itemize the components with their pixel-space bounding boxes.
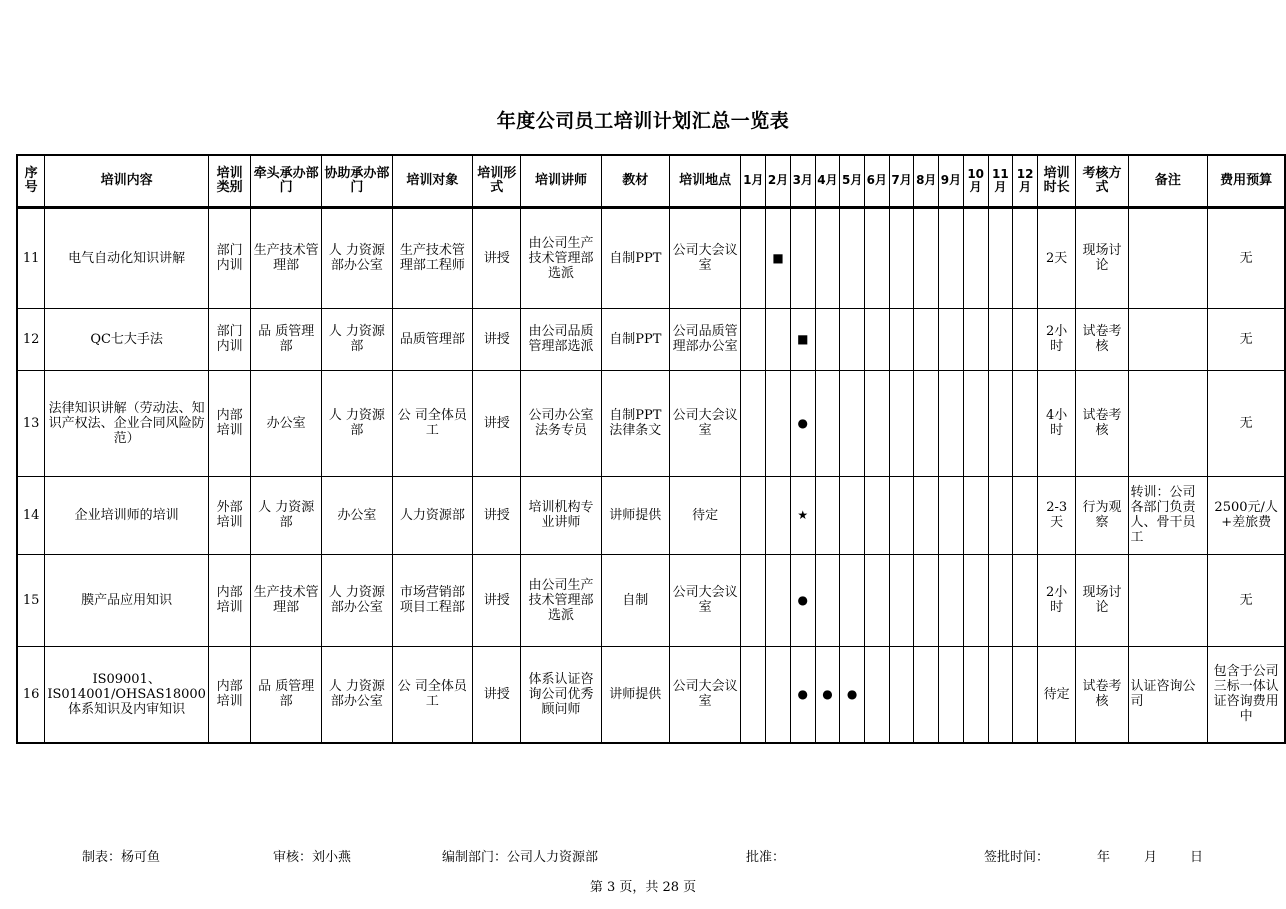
cell-lead-dept: 品 质管理部 xyxy=(251,308,322,370)
cell-form: 讲授 xyxy=(473,370,521,476)
header-lead-dept: 牵头承办部门 xyxy=(251,155,322,207)
cell-month-2 xyxy=(766,370,791,476)
header-remark: 备注 xyxy=(1128,155,1208,207)
header-month-3: 3月 xyxy=(790,155,815,207)
cell-month-11 xyxy=(988,370,1013,476)
header-month-10: 10月 xyxy=(963,155,988,207)
cell-remark xyxy=(1128,554,1208,646)
cell-month-5: ● xyxy=(840,646,865,743)
cell-month-4: ● xyxy=(815,646,840,743)
cell-month-4 xyxy=(815,207,840,308)
cell-month-8 xyxy=(914,370,939,476)
cell-month-7 xyxy=(889,370,914,476)
cell-month-9 xyxy=(939,646,964,743)
cell-duration: 2-3天 xyxy=(1037,476,1075,554)
cell-content: 电气自动化知识讲解 xyxy=(45,207,209,308)
cell-form: 讲授 xyxy=(473,207,521,308)
cell-month-7 xyxy=(889,476,914,554)
cell-month-5 xyxy=(840,554,865,646)
cell-month-5 xyxy=(840,370,865,476)
footer-reviewer: 审核：刘小燕 xyxy=(273,850,352,865)
cell-month-2 xyxy=(766,554,791,646)
header-category: 培训类别 xyxy=(208,155,250,207)
cell-target: 市场营销部项目工程部 xyxy=(392,554,472,646)
cell-month-4 xyxy=(815,370,840,476)
cell-month-5 xyxy=(840,308,865,370)
cell-month-8 xyxy=(914,207,939,308)
cell-month-4 xyxy=(815,554,840,646)
cell-month-3: ■ xyxy=(790,308,815,370)
footer-year: 年 xyxy=(1097,850,1111,865)
cell-month-7 xyxy=(889,646,914,743)
cell-month-10 xyxy=(963,370,988,476)
cell-assist-dept: 人 力资源部 xyxy=(321,370,392,476)
cell-month-11 xyxy=(988,207,1013,308)
cell-month-2 xyxy=(766,476,791,554)
table-row xyxy=(17,207,1285,308)
cell-month-1 xyxy=(741,207,766,308)
cell-month-3: ★ xyxy=(790,476,815,554)
cell-location: 公司品质管理部办公室 xyxy=(669,308,741,370)
cell-month-12 xyxy=(1013,476,1038,554)
header-month-1: 1月 xyxy=(741,155,766,207)
cell-target: 生产技术管理部工程师 xyxy=(392,207,472,308)
cell-month-5 xyxy=(840,476,865,554)
cell-month-4 xyxy=(815,476,840,554)
cell-lead-dept: 生产技术管理部 xyxy=(251,554,322,646)
cell-budget: 无 xyxy=(1208,370,1285,476)
cell-duration: 待定 xyxy=(1037,646,1075,743)
cell-month-1 xyxy=(741,476,766,554)
cell-seq: 14 xyxy=(17,476,45,554)
cell-remark: 转训：公司各部门负责人、骨干员工 xyxy=(1128,476,1208,554)
cell-category: 内部培训 xyxy=(208,370,250,476)
cell-month-11 xyxy=(988,554,1013,646)
header-month-7: 7月 xyxy=(889,155,914,207)
cell-month-9 xyxy=(939,476,964,554)
cell-category: 部门内训 xyxy=(208,207,250,308)
header-row xyxy=(17,155,1285,207)
cell-assist-dept: 人 力资源部 xyxy=(321,308,392,370)
cell-location: 公司大会议室 xyxy=(669,554,741,646)
cell-remark: 认证咨询公司 xyxy=(1128,646,1208,743)
cell-month-1 xyxy=(741,554,766,646)
cell-month-5 xyxy=(840,207,865,308)
cell-month-6 xyxy=(865,308,890,370)
cell-seq: 13 xyxy=(17,370,45,476)
header-duration: 培训时长 xyxy=(1037,155,1075,207)
cell-month-6 xyxy=(865,646,890,743)
cell-trainer: 由公司品质管理部选派 xyxy=(521,308,601,370)
cell-month-6 xyxy=(865,554,890,646)
header-month-4: 4月 xyxy=(815,155,840,207)
table-row xyxy=(17,646,1285,743)
cell-trainer: 由公司生产技术管理部选派 xyxy=(521,554,601,646)
cell-remark xyxy=(1128,370,1208,476)
cell-material: 自制PPT xyxy=(601,308,669,370)
footer-maker: 制表：杨可鱼 xyxy=(82,850,161,865)
cell-remark xyxy=(1128,308,1208,370)
table-row xyxy=(17,308,1285,370)
header-target: 培训对象 xyxy=(392,155,472,207)
footer-dept: 编制部门：公司人力资源部 xyxy=(442,850,599,865)
cell-budget: 无 xyxy=(1208,207,1285,308)
cell-location: 公司大会议室 xyxy=(669,646,741,743)
footer-approve-time: 签批时间： xyxy=(984,850,1050,865)
header-assist-dept: 协助承办部门 xyxy=(321,155,392,207)
cell-seq: 16 xyxy=(17,646,45,743)
cell-month-1 xyxy=(741,370,766,476)
header-month-5: 5月 xyxy=(840,155,865,207)
header-trainer: 培训讲师 xyxy=(521,155,601,207)
cell-month-10 xyxy=(963,646,988,743)
cell-month-3: ● xyxy=(790,646,815,743)
cell-month-9 xyxy=(939,554,964,646)
cell-month-11 xyxy=(988,308,1013,370)
cell-duration: 4小时 xyxy=(1037,370,1075,476)
training-plan-table xyxy=(16,154,1286,744)
cell-location: 公司大会议室 xyxy=(669,370,741,476)
page-number: 第 3 页，共 28 页 xyxy=(589,880,697,895)
cell-month-9 xyxy=(939,207,964,308)
header-material: 教材 xyxy=(601,155,669,207)
cell-duration: 2天 xyxy=(1037,207,1075,308)
cell-month-3: ● xyxy=(790,554,815,646)
cell-assessment: 现场讨论 xyxy=(1076,554,1128,646)
cell-content: 膜产品应用知识 xyxy=(45,554,209,646)
cell-assessment: 试卷考核 xyxy=(1076,308,1128,370)
cell-material: 自制PPT xyxy=(601,207,669,308)
cell-remark xyxy=(1128,207,1208,308)
cell-assessment: 试卷考核 xyxy=(1076,370,1128,476)
header-location: 培训地点 xyxy=(669,155,741,207)
header-month-6: 6月 xyxy=(865,155,890,207)
cell-month-6 xyxy=(865,207,890,308)
footer-day: 日 xyxy=(1190,850,1204,865)
cell-lead-dept: 生产技术管理部 xyxy=(251,207,322,308)
cell-trainer: 培训机构专业讲师 xyxy=(521,476,601,554)
table-row xyxy=(17,370,1285,476)
cell-form: 讲授 xyxy=(473,646,521,743)
cell-target: 公 司全体员工 xyxy=(392,370,472,476)
cell-budget: 2500元/人+差旅费 xyxy=(1208,476,1285,554)
header-month-8: 8月 xyxy=(914,155,939,207)
cell-lead-dept: 办公室 xyxy=(251,370,322,476)
cell-month-1 xyxy=(741,308,766,370)
cell-month-9 xyxy=(939,370,964,476)
cell-content: 企业培训师的培训 xyxy=(45,476,209,554)
cell-month-12 xyxy=(1013,207,1038,308)
cell-month-8 xyxy=(914,476,939,554)
cell-month-7 xyxy=(889,207,914,308)
cell-duration: 2小时 xyxy=(1037,308,1075,370)
cell-assist-dept: 办公室 xyxy=(321,476,392,554)
cell-budget: 无 xyxy=(1208,554,1285,646)
cell-month-11 xyxy=(988,646,1013,743)
cell-month-4 xyxy=(815,308,840,370)
cell-assessment: 现场讨论 xyxy=(1076,207,1128,308)
cell-budget: 包含于公司三标一体认证咨询费用中 xyxy=(1208,646,1285,743)
page-title: 年度公司员工培训计划汇总一览表 xyxy=(496,110,790,132)
header-month-2: 2月 xyxy=(766,155,791,207)
cell-seq: 15 xyxy=(17,554,45,646)
cell-month-8 xyxy=(914,554,939,646)
header-month-11: 11月 xyxy=(988,155,1013,207)
cell-month-12 xyxy=(1013,554,1038,646)
cell-month-10 xyxy=(963,476,988,554)
cell-location: 公司大会议室 xyxy=(669,207,741,308)
cell-material: 自制PPT法律条文 xyxy=(601,370,669,476)
cell-month-7 xyxy=(889,308,914,370)
cell-target: 品质管理部 xyxy=(392,308,472,370)
cell-month-9 xyxy=(939,308,964,370)
cell-month-10 xyxy=(963,207,988,308)
cell-trainer: 由公司生产技术管理部选派 xyxy=(521,207,601,308)
cell-category: 部门内训 xyxy=(208,308,250,370)
cell-content: QC七大手法 xyxy=(45,308,209,370)
cell-material: 讲师提供 xyxy=(601,476,669,554)
cell-category: 内部培训 xyxy=(208,554,250,646)
table-row xyxy=(17,476,1285,554)
header-content: 培训内容 xyxy=(45,155,209,207)
cell-form: 讲授 xyxy=(473,476,521,554)
cell-target: 人力资源部 xyxy=(392,476,472,554)
cell-month-8 xyxy=(914,646,939,743)
footer-approve: 批准： xyxy=(746,850,786,865)
cell-form: 讲授 xyxy=(473,554,521,646)
cell-month-3 xyxy=(790,207,815,308)
header-month-9: 9月 xyxy=(939,155,964,207)
table-row xyxy=(17,554,1285,646)
cell-assist-dept: 人 力资源部办公室 xyxy=(321,554,392,646)
cell-budget: 无 xyxy=(1208,308,1285,370)
cell-seq: 11 xyxy=(17,207,45,308)
cell-month-10 xyxy=(963,554,988,646)
cell-month-8 xyxy=(914,308,939,370)
cell-trainer: 公司办公室法务专员 xyxy=(521,370,601,476)
cell-month-1 xyxy=(741,646,766,743)
cell-month-11 xyxy=(988,476,1013,554)
cell-lead-dept: 品 质管理部 xyxy=(251,646,322,743)
header-seq: 序号 xyxy=(17,155,45,207)
cell-month-2: ■ xyxy=(766,207,791,308)
header-form: 培训形式 xyxy=(473,155,521,207)
cell-content: 法律知识讲解（劳动法、知识产权法、企业合同风险防范） xyxy=(45,370,209,476)
footer-month: 月 xyxy=(1144,850,1158,865)
cell-month-10 xyxy=(963,308,988,370)
cell-month-6 xyxy=(865,476,890,554)
header-assessment: 考核方式 xyxy=(1076,155,1128,207)
cell-location: 待定 xyxy=(669,476,741,554)
cell-month-2 xyxy=(766,308,791,370)
cell-trainer: 体系认证咨询公司优秀顾问师 xyxy=(521,646,601,743)
cell-category: 内部培训 xyxy=(208,646,250,743)
cell-lead-dept: 人 力资源部 xyxy=(251,476,322,554)
cell-material: 讲师提供 xyxy=(601,646,669,743)
cell-category: 外部培训 xyxy=(208,476,250,554)
cell-form: 讲授 xyxy=(473,308,521,370)
cell-assist-dept: 人 力资源部办公室 xyxy=(321,207,392,308)
cell-month-12 xyxy=(1013,370,1038,476)
header-month-12: 12月 xyxy=(1013,155,1038,207)
cell-month-2 xyxy=(766,646,791,743)
cell-content: IS09001、IS014001/OHSAS18000体系知识及内审知识 xyxy=(45,646,209,743)
cell-month-7 xyxy=(889,554,914,646)
header-budget: 费用预算 xyxy=(1208,155,1285,207)
cell-assessment: 试卷考核 xyxy=(1076,646,1128,743)
cell-target: 公 司全体员工 xyxy=(392,646,472,743)
cell-assist-dept: 人 力资源部办公室 xyxy=(321,646,392,743)
cell-seq: 12 xyxy=(17,308,45,370)
cell-assessment: 行为观察 xyxy=(1076,476,1128,554)
cell-month-12 xyxy=(1013,308,1038,370)
cell-month-6 xyxy=(865,370,890,476)
cell-material: 自制 xyxy=(601,554,669,646)
cell-duration: 2小时 xyxy=(1037,554,1075,646)
cell-month-3: ● xyxy=(790,370,815,476)
cell-month-12 xyxy=(1013,646,1038,743)
